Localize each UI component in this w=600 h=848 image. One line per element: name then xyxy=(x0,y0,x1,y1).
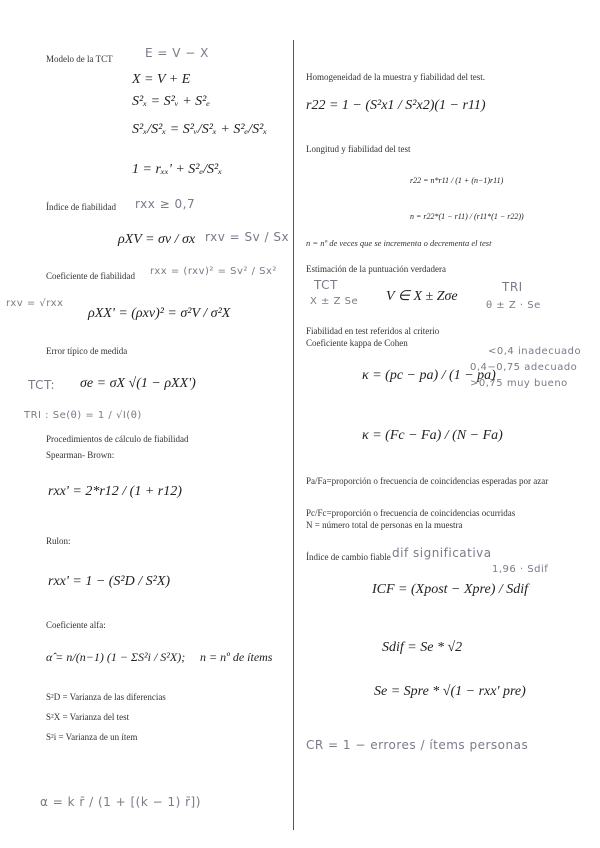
longitud-note: n = nº de veces que se incrementa o decrementa el test xyxy=(306,238,492,248)
alfa-n-note: n = nº de ítems xyxy=(200,650,273,664)
varianza-test: S²X = Varianza del test xyxy=(46,712,130,722)
pc-note: Pc/Fc=proporción o frecuencia de coincidencias ocurridas xyxy=(306,508,516,518)
indice-handwritten-2: rxv = Sv / Sx xyxy=(205,230,290,244)
fiabilidad-criterio-label: Fiabilidad en test referidos al criterio xyxy=(306,326,440,336)
kappa-equation-2: κ = (Fc − Fa) / (N − Fa) xyxy=(362,428,503,443)
coef-handwritten: rxx = (rxv)² = Sv² / Sx² xyxy=(150,266,277,277)
kappa-hand-1: <0,4 inadecuado xyxy=(488,346,582,357)
indice-fiabilidad-label: Índice de fiabilidad xyxy=(46,202,116,212)
n-note: N = número total de personas en la muestra xyxy=(306,520,463,530)
pa-note: Pa/Fa=proporción o frecuencia de coincidencias esperadas por azar xyxy=(306,476,549,486)
error-equation: σe = σX √(1 − ρXX') xyxy=(80,376,196,391)
estimacion-label: Estimación de la puntuación verdadera xyxy=(306,264,446,274)
cr-handwritten: CR = 1 − errores / ítems personas xyxy=(306,738,529,752)
coef-handwritten-left: rxv = √rxx xyxy=(6,298,64,309)
kappa-hand-2: 0,4−0,75 adecuado xyxy=(470,362,578,373)
icf-label: Índice de cambio fiable xyxy=(306,552,391,562)
indice-equation: ρXV = σv / σx xyxy=(118,232,196,247)
error-handwritten-tct: TCT: xyxy=(28,378,56,392)
longitud-equation-1: r22 = n*r11 / (1 + (n−1)r11) xyxy=(410,176,504,185)
indice-handwritten: rxx ≥ 0,7 xyxy=(135,197,196,211)
coef-alfa-label: Coeficiente alfa: xyxy=(46,620,106,630)
estimacion-hand-tct2: X ± Z Se xyxy=(310,296,359,307)
tct-equation-3: S²ₓ/S²ₓ = S²ᵥ/S²ₓ + S²ₑ/S²ₓ xyxy=(132,122,268,137)
tct-equation-2: S²ₓ = S²ᵥ + S²ₑ xyxy=(132,94,211,109)
modelo-label: Modelo de la TCT xyxy=(46,54,113,64)
coef-equation: ρXX' = (ρxv)² = σ²V / σ²X xyxy=(88,306,231,321)
homogeneidad-label: Homogeneidad de la muestra y fiabilidad del test. xyxy=(306,72,485,82)
icf-hand-1: dif significativa xyxy=(392,546,492,560)
procedimientos-label: Procedimientos de cálculo de fiabilidad xyxy=(46,434,189,444)
sdif-equation: Sdif = Se * √2 xyxy=(382,640,463,655)
longitud-equation-2: n = r22*(1 − r11) / (r11*(1 − r22)) xyxy=(410,212,524,221)
error-handwritten-tri: TRI : Se(θ) = 1 / √I(θ) xyxy=(24,410,142,421)
homogeneidad-equation: r22 = 1 − (S²x1 / S²x2)(1 − r11) xyxy=(306,98,486,113)
se-equation: Se = Spre * √(1 − rxx' pre) xyxy=(374,684,526,699)
estimacion-hand-tri: TRI xyxy=(502,280,523,294)
alpha-handwritten: α = k r̄ / (1 + [(k − 1) r̄]) xyxy=(40,795,201,809)
estimacion-hand-tct: TCT xyxy=(314,278,338,292)
estimacion-equation: V ∈ X ± Zσe xyxy=(386,289,458,304)
modelo-handwritten: E = V − X xyxy=(145,46,209,60)
icf-hand-2: 1,96 · Sdif xyxy=(492,564,549,575)
rulon-equation: rxx' = 1 − (S²D / S²X) xyxy=(48,574,171,589)
rulon-label: Rulon: xyxy=(46,536,71,546)
column-divider xyxy=(293,40,294,830)
kappa-equation-1: κ = (pc − pa) / (1 − pa) xyxy=(362,368,496,383)
spearman-label: Spearman- Brown: xyxy=(46,450,115,460)
kappa-label: Coeficiente kappa de Cohen xyxy=(306,338,408,348)
coef-fiabilidad-label: Coeficiente de fiabilidad xyxy=(46,271,135,281)
varianza-item: S²i = Varianza de un ítem xyxy=(46,732,138,742)
tct-equation-4: 1 = rₓₓ' + S²ₑ/S²ₓ xyxy=(132,162,223,177)
error-tipico-label: Error típico de medida xyxy=(46,346,128,356)
spearman-equation: rxx' = 2*r12 / (1 + r12) xyxy=(48,484,182,499)
tct-equation-1: X = V + E xyxy=(132,72,191,87)
longitud-label: Longitud y fiabilidad del test xyxy=(306,144,411,154)
varianza-diferencias: S²D = Varianza de las diferencias xyxy=(46,692,166,702)
estimacion-hand-tri2: θ ± Z · Se xyxy=(486,300,541,311)
kappa-hand-3: >0,75 muy bueno xyxy=(470,378,568,389)
icf-equation: ICF = (Xpost − Xpre) / Sdif xyxy=(372,582,529,597)
alfa-equation: α̂ = n/(n−1) (1 − ΣS²i / S²X); xyxy=(46,650,186,664)
